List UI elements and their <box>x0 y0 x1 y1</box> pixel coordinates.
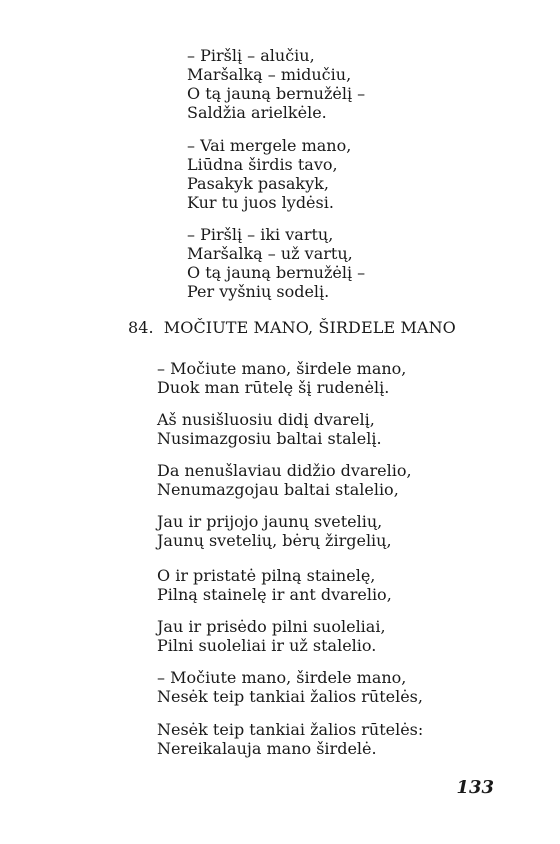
poem-line: O tą jauną bernužėlį – <box>187 263 366 282</box>
poem-line: Per vyšnių sodelį. <box>187 282 330 301</box>
song-stanza-6 <box>157 617 386 655</box>
poem-stanza-1 <box>187 46 365 122</box>
poem-line: Maršalką – už vartų, <box>187 244 353 263</box>
song-title: MOČIUTE MANO, ŠIRDELE MANO <box>163 318 456 337</box>
song-line: Nereikalauja mano širdelė. <box>157 739 377 758</box>
song-line: Jaunų svetelių, bėrų žirgelių, <box>157 531 392 550</box>
song-line: Pilną stainelę ir ant dvarelio, <box>157 585 392 604</box>
song-stanza-8 <box>157 720 423 758</box>
poem-stanza-2 <box>187 136 351 212</box>
song-line: Nenumazgojau baltai stalelio, <box>157 480 399 499</box>
poem-line: Kur tu juos lydėsi. <box>187 193 334 212</box>
song-line: Nesėk teip tankiai žalios rūtelės, <box>157 687 423 706</box>
poem-line: – Piršlį – alučiu, <box>187 46 315 65</box>
song-number: 84. <box>128 318 154 337</box>
song-line: Nusimazgosiu baltai stalelį. <box>157 429 382 448</box>
song-stanza-2 <box>157 410 382 448</box>
song-line: Pilni suoleliai ir už stalelio. <box>157 636 377 655</box>
poem-line: Pasakyk pasakyk, <box>187 174 329 193</box>
song-stanza-3 <box>157 461 412 499</box>
song-stanza-4 <box>157 512 392 550</box>
song-line: Duok man rūtelę šį rudenėlį. <box>157 378 390 397</box>
song-stanza-1 <box>157 359 406 397</box>
poem-line: Saldžia arielkėle. <box>187 103 327 122</box>
poem-line: – Piršlį – iki vartų, <box>187 225 334 244</box>
poem-line: O tą jauną bernužėlį – <box>187 84 366 103</box>
song-line: Aš nusišluosiu didį dvarelį, <box>157 410 375 429</box>
poem-line: Maršalką – midučiu, <box>187 65 352 84</box>
song-line: O ir pristatė pilną stainelę, <box>157 566 376 585</box>
poem-stanza-3 <box>187 225 365 301</box>
song-line: Da nenušlaviau didžio dvarelio, <box>157 461 412 480</box>
poem-line: Liūdna širdis tavo, <box>187 155 338 174</box>
song-line: Jau ir prisėdo pilni suoleliai, <box>157 617 386 636</box>
page-number: 133 <box>456 777 494 798</box>
poem-line: – Vai mergele mano, <box>187 136 352 155</box>
song-stanza-7 <box>157 668 423 706</box>
song-line: Jau ir prijojo jaunų svetelių, <box>157 512 383 531</box>
song-heading <box>128 318 456 337</box>
song-line: – Močiute mano, širdele mano, <box>157 359 407 378</box>
song-line: – Močiute mano, širdele mano, <box>157 668 407 687</box>
song-line: Nesėk teip tankiai žalios rūtelės: <box>157 720 424 739</box>
song-stanza-5 <box>157 566 392 604</box>
